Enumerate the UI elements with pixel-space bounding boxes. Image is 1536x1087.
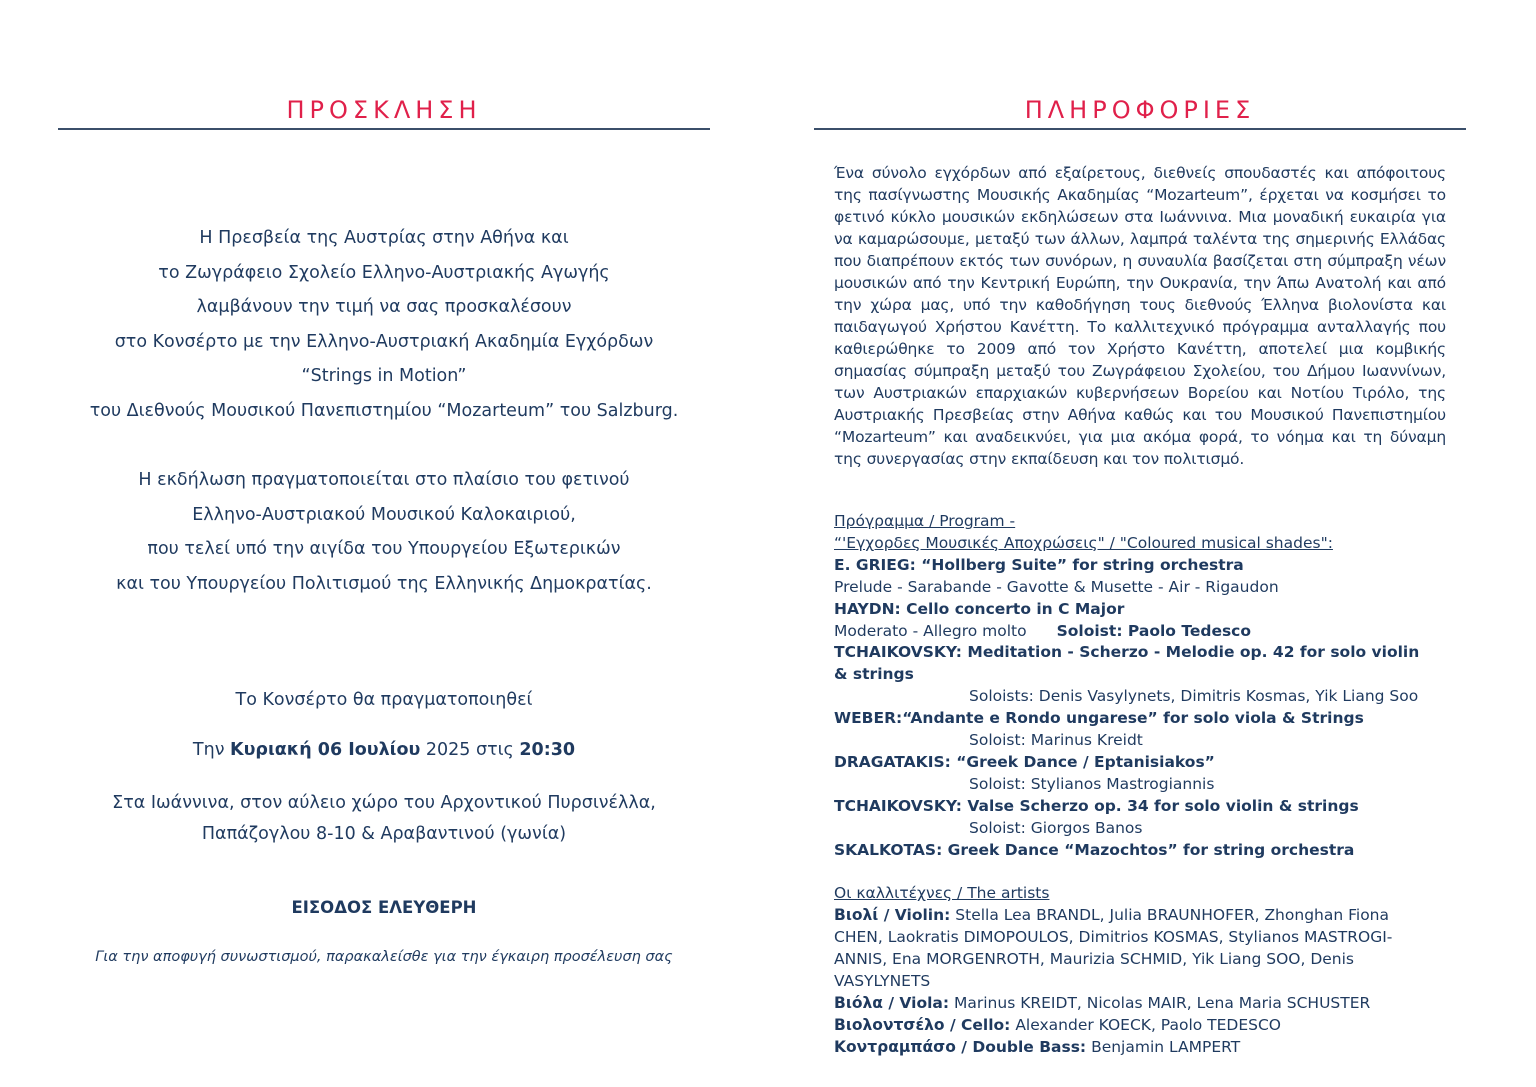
program-item-title: TCHAIKOVSKY: Valse Scherzo op. 34 for solo violin & strings (834, 796, 1359, 815)
program-item-movements (834, 621, 1466, 643)
date-year: 2025 στις (420, 740, 520, 760)
date-day: Κυριακή 06 Ιουλίου (230, 740, 421, 760)
viola-label: Βιόλα / Viola: (834, 993, 950, 1012)
program-item-soloist: Soloist: Stylianos Mastrogiannis (969, 774, 1215, 793)
cello-label: Βιολοντσέλο / Cello: (834, 1015, 1011, 1034)
venue-line: Παπάζογλου 8-10 & Αραβαντινού (γωνία) (201, 824, 567, 844)
program-item-title: TCHAIKOVSKY: Meditation - Scherzo - Melodie op. 42 for solo violin & strings (834, 643, 1420, 684)
invitation-line: Η Πρεσβεία της Αυστρίας στην Αθήνα και (199, 228, 569, 248)
program-title: “'Εγχορδες Μουσικές Αποχρώσεις" / "Coloured musical shades": (834, 533, 1333, 552)
concert-date (58, 740, 710, 760)
information-panel (814, 0, 1466, 1087)
context-line: Η εκδήλωση πραγματοποιείται στο πλαίσιο του φετινού (138, 470, 630, 490)
program-item-title: HAYDN: Cello concerto in C Major (834, 599, 1125, 618)
artists-viola (834, 993, 1466, 1015)
program-item-soloist: Soloists: Denis Vasylynets, Dimitris Kosmas, Yik Liang Soo (969, 687, 1419, 706)
context-text (58, 463, 710, 601)
haydn-soloist: Soloist: Paolo Tedesco (1056, 621, 1252, 640)
venue-line: Στα Ιωάννινα, στον αύλειο χώρο του Αρχοντικού Πυρσινέλλα, (112, 793, 656, 813)
program-item-title: WEBER:“Andante e Rondo ungarese” for solo viola & Strings (834, 709, 1364, 728)
program-item-title: DRAGATAKIS: “Greek Dance / Eptanisiakos” (834, 752, 1215, 771)
program-section (834, 511, 1466, 1059)
heading-divider (814, 128, 1466, 130)
invitation-heading: ΠΡΟΣΚΛΗΣΗ (286, 96, 482, 124)
artists-violin (834, 905, 1434, 993)
program-item-movements: Prelude - Sarabande - Gavotte & Musette - Air - Rigaudon (834, 577, 1279, 596)
arrival-note: Για την αποφυγή συνωστισμού, παρακαλείσθε για την έγκαιρη προσέλευση σας (95, 949, 673, 965)
context-line: και του Υπουργείου Πολιτισμού της Ελληνικής Δημοκρατίας. (116, 573, 652, 594)
invitation-line: του Διεθνούς Μουσικού Πανεπιστημίου “Mozarteum” του Salzburg. (89, 400, 679, 421)
section-gap (834, 862, 1466, 884)
program-item-title: SKALKOTAS: Greek Dance “Mazochtos” for string orchestra (834, 840, 1355, 859)
concert-venue (58, 788, 710, 850)
violin-names: Stella Lea BRANDL, Julia BRAUNHOFER, Zhonghan Fiona CHEN, Laokratis DIMOPOULOS, Dimitrios KOSMAS, Stylianos MASTROGI-ANNIS, Ena MORGENROTH, Maurizia SCHMID, Yik Liang SOO, Denis VASYLYNETS (834, 906, 1393, 991)
bass-names: Benjamin LAMPERT (1086, 1037, 1241, 1056)
program-heading: Πρόγραμμα / Program - (834, 512, 1016, 530)
context-line: Ελληνο-Αυστριακού Μουσικού Καλοκαιριού, (192, 504, 576, 525)
free-entry: ΕΙΣΟΔΟΣ ΕΛΕΥΘΕΡΗ (291, 898, 477, 917)
heading-divider (58, 128, 710, 130)
program-item-title: E. GRIEG: “Hollberg Suite” for string orchestra (834, 555, 1244, 574)
haydn-movements: Moderato - Allegro molto (834, 621, 1027, 640)
invitation-text (58, 221, 710, 429)
bass-label: Κοντραμπάσο / Double Bass: (834, 1037, 1087, 1056)
artists-heading: Οι καλλιτέχνες / The artists (834, 884, 1050, 903)
invitation-panel (58, 0, 710, 1087)
concert-intro: Το Κονσέρτο θα πραγματοποιηθεί (235, 690, 533, 710)
date-time: 20:30 (519, 740, 576, 760)
info-paragraph: Ένα σύνολο εγχόρδων από εξαίρετους, διεθνείς σπουδαστές και απόφοιτους της πασίγνωστης Μουσικής Ακαδημίας “Mozarteum”, έρχεται να κοσμήσει το φετινό κύκλο μουσικών εκδηλώσεων στα Ιωάννινα. Μια μοναδική ευκαιρία για να καμαρώσουμε, μεταξύ των άλλων, λαμπρά ταλέντα της σημερινής Ελλάδας που διαπρέπουν εκτός των συνόρων, η συναυλία βασίζεται στη σύμπραξη νέων μουσικών από την Κεντρική Ευρώπη, την Ουκρανία, την Άπω Ανατολή και από την χώρα μας, υπό την καθοδήγηση τους διεθνούς Έλληνα βιολονίστα και παιδαγωγού Χρήστου Κανέττη. Το καλλιτεχνικό πρόγραμμα ανταλλαγής που καθιερώθηκε το 2009 από τον Χρήστο Κανέττη, αποτελεί μια κομβικής σημασίας σύμπραξη μεταξύ του Ζωγράφειου Σχολείου, του Δήμου Ιωαννίνων, των Αυστριακών επαρχιακών κυβερνήσεων Βορείου και Νοτίου Τιρόλο, της Αυστριακής Πρεσβείας στην Αθήνα καθώς και του Μουσικού Πανεπιστημίου “Mozarteum” και αναδεικνύει, για μια ακόμα φορά, το νόημα και τη δύναμη της συνεργασίας στην εκπαίδευση και τον πολιτισμό. (834, 164, 1446, 468)
invitation-line: το Ζωγράφειο Σχολείο Ελληνο-Αυστριακής Αγωγής (158, 262, 610, 283)
information-heading: ΠΛΗΡΟΦΟΡΙΕΣ (1024, 96, 1256, 124)
violin-label: Βιολί / Violin: (834, 906, 951, 925)
invitation-line: “Strings in Motion” (301, 366, 467, 387)
program-item-soloist: Soloist: Marinus Kreidt (969, 731, 1143, 750)
invitation-line: στο Κονσέρτο με την Ελληνο-Αυστριακή Ακαδημία Εγχόρδων (114, 331, 654, 352)
context-line: που τελεί υπό την αιγίδα του Υπουργείου Εξωτερικών (147, 539, 621, 560)
artists-bass (834, 1037, 1466, 1059)
artists-cello (834, 1015, 1466, 1037)
program-item-soloist: Soloist: Giorgos Banos (969, 818, 1143, 837)
date-prefix: Την (192, 740, 231, 760)
invitation-line: λαμβάνουν την τιμή να σας προσκαλέσουν (196, 297, 572, 318)
cello-names: Alexander KOECK, Paolo TEDESCO (1010, 1015, 1282, 1034)
viola-names: Marinus KREIDT, Nicolas MAIR, Lena Maria SCHUSTER (949, 993, 1371, 1012)
